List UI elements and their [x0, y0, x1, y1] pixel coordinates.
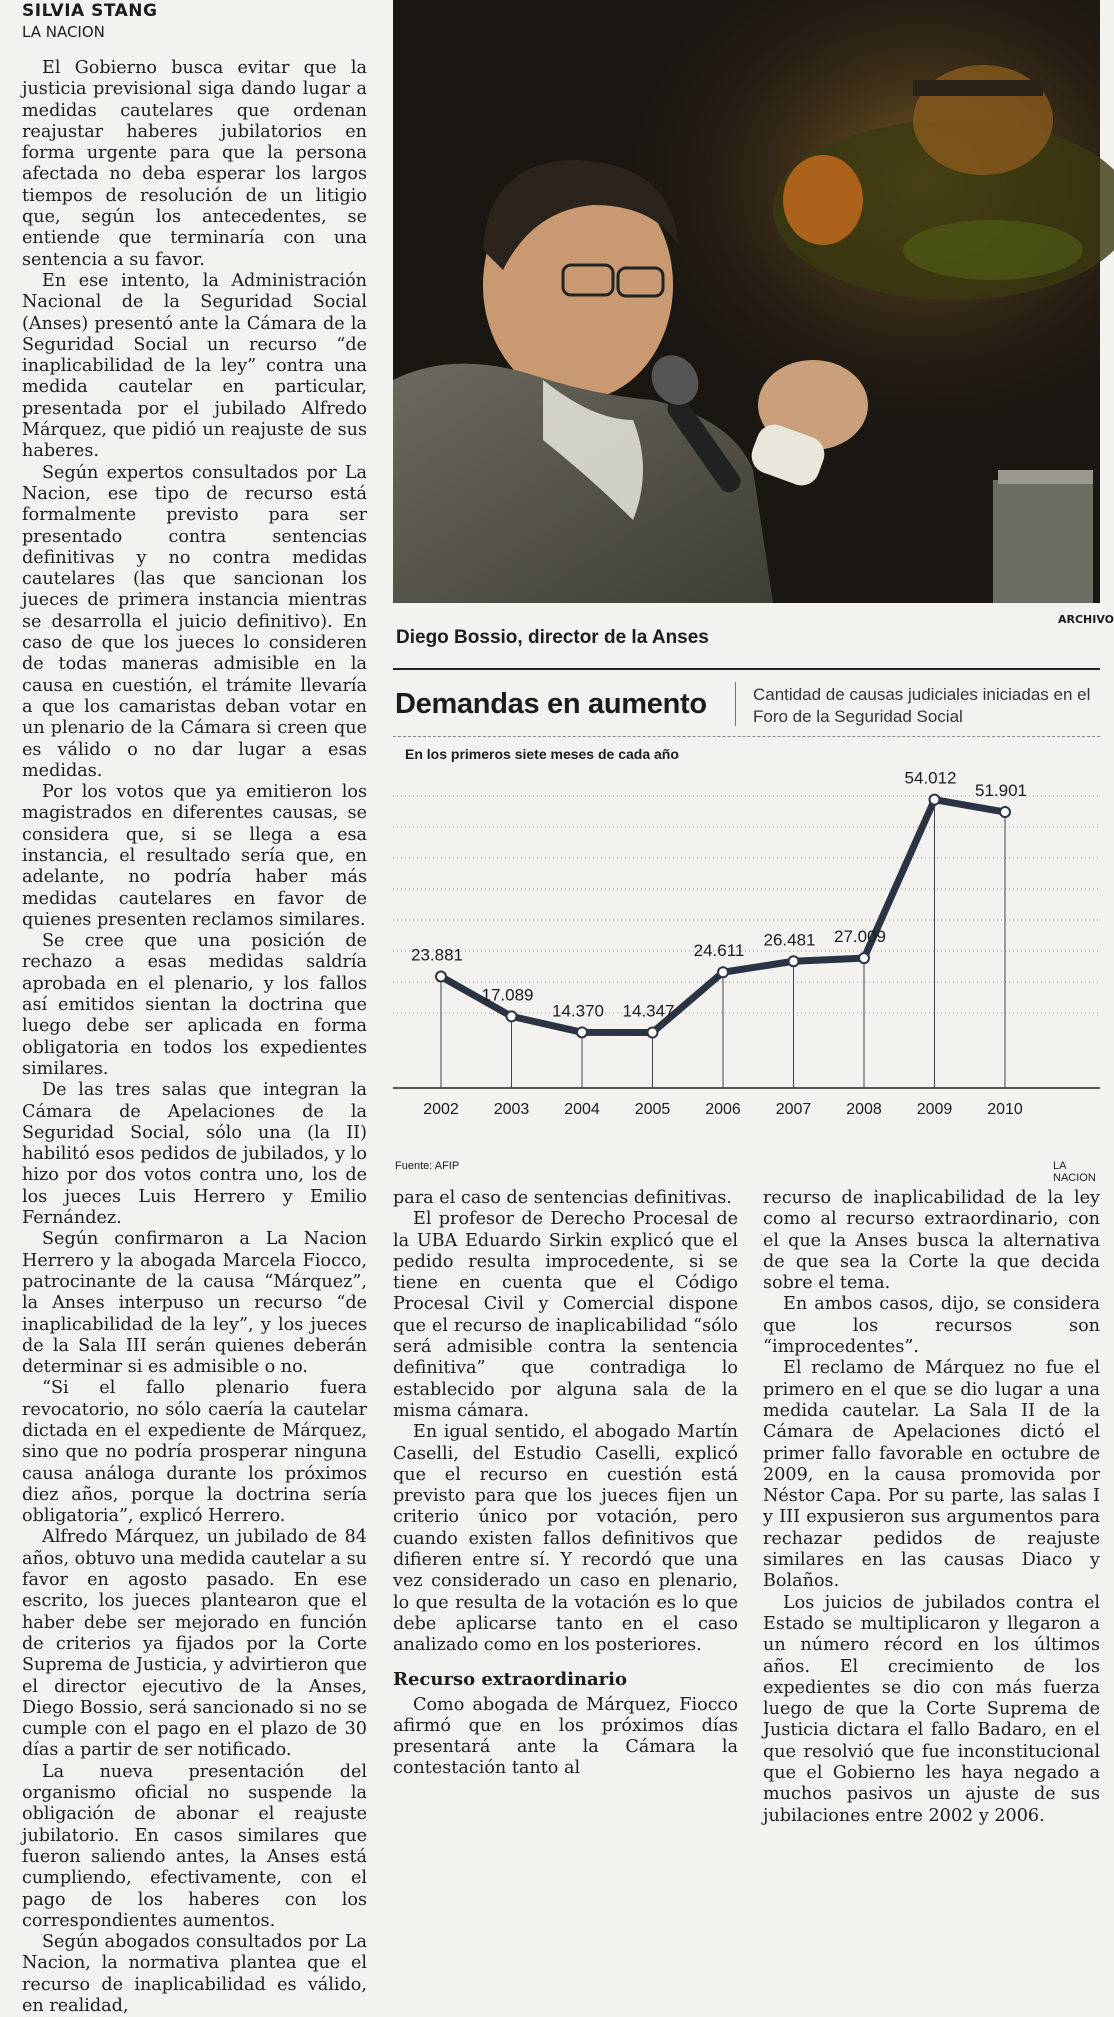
article-paragraph: “Si el fallo plenario fuera revocatorio, no sólo caería la cautelar dictada en el expediente de Márquez, sino que no podría prosperar ninguna causa análoga durante los próximos diez años, porque la doctrina sería obligatoria”, explicó Herrero.: [22, 1378, 367, 1527]
line-chart-plot: [393, 758, 1100, 1158]
photo-illustration: [393, 0, 1100, 603]
article-paragraph: La nueva presentación del organismo oficial no suspende la obligación de abonar el reajuste jubilatorio. En casos similares que fueron saliendo antes, la Anses está cumpliendo, efectivamente, con el pago de los haberes con los correspondientes aumentos.: [22, 1761, 367, 1931]
article-paragraph: El Gobierno busca evitar que la justicia previsional siga dando lugar a medidas cautelares que ordenan reajustar haberes jubilatorios en forma urgente para que la persona afectada no deba esperar los largos tiempos de resolución de un litigio que, según los antecedentes, se entiende que terminaría con una sentencia a su favor.: [22, 58, 367, 270]
chart-header-divider: [393, 736, 1100, 737]
x-tick-label: 2007: [775, 1101, 812, 1118]
article-paragraph: En ambos casos, dijo, se considera que los recursos son “improcedentes”.: [763, 1294, 1100, 1358]
subheading: Recurso extraordinario: [393, 1668, 627, 1690]
article-column-1: [22, 58, 367, 2017]
article-paragraph: Según abogados consultados por La Nacion, la normativa plantea que el recurso de inaplicabilidad es válido, en realidad,: [22, 1932, 367, 2017]
x-tick-label: 2006: [705, 1101, 741, 1118]
chart-subtitle: Cantidad de causas judiciales iniciadas en el Foro de la Seguridad Social: [753, 685, 1091, 726]
article-column-2: [393, 1188, 738, 1779]
data-point: [930, 795, 940, 805]
x-tick-label: 2010: [987, 1101, 1023, 1118]
article-paragraph: En ese intento, la Administración Nacional de la Seguridad Social (Anses) presentó ante la Cámara de la Seguridad Social un recurso “de inaplicabilidad de la ley” contra una medida cautelar en particular, presentada por el jubilado Alfredo Márquez, que pidió un reajuste de sus haberes.: [22, 270, 367, 462]
data-point: [789, 956, 799, 966]
chart: [393, 668, 1100, 1182]
article-paragraph: De las tres salas que integran la Cámara de Apelaciones de la Seguridad Social, sólo una (la II) habilitó esos pedidos de jubilados, y lo hizo por dos votos contra uno, los de los jueces Luis Herrero y Emilio Fernández.: [22, 1080, 367, 1229]
photo-caption: Diego Bossio, director de la Anses: [396, 627, 709, 648]
x-tick-label: 2009: [916, 1101, 953, 1118]
photo-credit: ARCHIVO: [1058, 613, 1114, 626]
publication-name: LA NACION: [22, 23, 105, 41]
data-label: 23.881: [411, 945, 463, 965]
article-column-3: [763, 1188, 1100, 1826]
data-point: [577, 1027, 587, 1037]
article-paragraph: para el caso de sentencias definitivas.: [393, 1188, 732, 1208]
chart-brand: LA NACION: [1053, 1160, 1096, 1184]
data-point: [436, 972, 446, 982]
chart-note: En los primeros siete meses de cada año: [405, 746, 679, 762]
data-point: [648, 1027, 658, 1037]
article-paragraph: El reclamo de Márquez no fue el primero en el que se dio lugar a una medida cautelar. La Sala II de la Cámara de Apelaciones dictó el primer fallo favorable en octubre de 2009, en la causa promovida por Néstor Capa. Por su parte, las salas I y III expusieron sus argumentos para rechazar pedidos de reajuste similares en las causas Diaco y Bolaños.: [763, 1358, 1100, 1592]
article-paragraph: Se cree que una posición de rechazo a esas medidas saldría aprobada en el plenario, y los fallos así emitidos sientan la doctrina que luego debe ser aplicada en forma obligatoria en todos los expedientes similares.: [22, 931, 367, 1079]
article-paragraph: Los juicios de jubilados contra el Estado se multiplicaron y llegaron a un número récord en los últimos años. El crecimiento de los expedientes se dio con más fuerza luego de que la Corte Suprema de Justicia dictara el fallo Badaro, en el que resolvió que fue inconstitucional que el Gobierno les haya negado a muchos pasivos un ajuste de sus jubilaciones entre 2002 y 2006.: [763, 1592, 1100, 1826]
chart-top-rule: [393, 668, 1100, 670]
article-paragraph: Alfredo Márquez, un jubilado de 84 años, obtuvo una medida cautelar a su favor en agosto pasado. En ese escrito, los jueces plantearon que el haber debe ser mejorado en función de criterios ya fijados por la Corte Suprema de Justicia, y advirtieron que el director ejecutivo de la Anses, Diego Bossio, será sancionado si no se cumple con el pago en el plazo de 30 días a partir de ser notificado.: [22, 1527, 367, 1761]
data-point: [859, 953, 869, 963]
article-paragraph: El profesor de Derecho Procesal de la UBA Eduardo Sirkin explicó que el pedido resulta improcedente, si se tiene en cuenta que el Código Procesal Civil y Comercial dispone que el recurso de inaplicabilidad “sólo será admisible contra la sentencia definitiva” que contradiga lo establecido por alguna sala de la misma cámara.: [393, 1209, 738, 1421]
article-paragraph: Según expertos consultados por La Nacion, ese tipo de recurso está formalmente previsto para ser presentado contra sentencias definitivas y no contra medidas cautelares (las que sancionan los jueces de primera instancia mientras se desarrolla el juicio definitivo). En caso de que los jueces lo consideren de todas maneras admisible en la causa en cuestión, el trámite llevaría a que los camaristas deban votar en un plenario de la Cámara si creen que es válido o no dar lugar a esas medidas.: [22, 462, 367, 781]
article-paragraph: recurso de inaplicabilidad de la ley como al recurso extraordinario, con el que la Anses busca la alternativa de que sea la Corte la que decida sobre el tema.: [763, 1188, 1100, 1294]
data-label: 51.901: [975, 781, 1027, 801]
chart-source: Fuente: AFIP: [395, 1160, 460, 1172]
data-label: 17.089: [481, 985, 534, 1005]
data-label: 14.347: [622, 1001, 675, 1021]
byline: [22, 0, 157, 42]
data-label: 24.611: [693, 941, 745, 961]
article-paragraph: Según confirmaron a La Nacion Herrero y la abogada Marcela Fiocco, patrocinante de la causa “Márquez”, la Anses interpuso un recurso “de inaplicabilidad de la ley”, y los jueces de la Sala III serán quienes deberán determinar si es admisible o no.: [22, 1229, 367, 1378]
author-name: SILVIA STANG: [22, 1, 158, 21]
data-point: [718, 967, 728, 977]
data-point: [507, 1011, 517, 1021]
data-label: 14.370: [552, 1001, 604, 1021]
x-tick-label: 2004: [564, 1101, 600, 1118]
x-tick-label: 2002: [423, 1101, 459, 1118]
chart-title: Demandas en aumento: [395, 688, 707, 720]
data-label: 54.012: [904, 768, 957, 788]
x-tick-label: 2008: [846, 1101, 882, 1118]
data-label: 26.481: [763, 930, 816, 950]
article-paragraph: Por los votos que ya emitieron los magistrados en diferentes causas, se considera que, si se llega a esa instancia, el resultado sería que, en adelante, no podría haber más medidas cautelares en favor de quienes presenten reclamos similares.: [22, 782, 367, 930]
x-tick-label: 2003: [493, 1101, 530, 1118]
x-tick-label: 2005: [634, 1101, 671, 1118]
photo-diego-bossio: [393, 0, 1100, 603]
article-paragraph: Como abogada de Márquez, Fiocco afirmó que en los próximos días presentará ante la Cámara la contestación tanto al: [393, 1694, 738, 1779]
data-label: 27.009: [834, 927, 886, 947]
article-paragraph: En igual sentido, el abogado Martín Caselli, del Estudio Caselli, explicó que el recurso en cuestión está previsto para que los jueces fijen un criterio único por votación, pero cuando existen fallos definitivos que difieren entre sí. Y recordó que una vez considerado un caso en plenario, lo que resulta de la votación es lo que debe aplicarse tanto en el caso analizado como en los posteriores.: [393, 1422, 738, 1656]
chart-title-divider: [735, 682, 736, 726]
data-point: [1000, 807, 1010, 817]
